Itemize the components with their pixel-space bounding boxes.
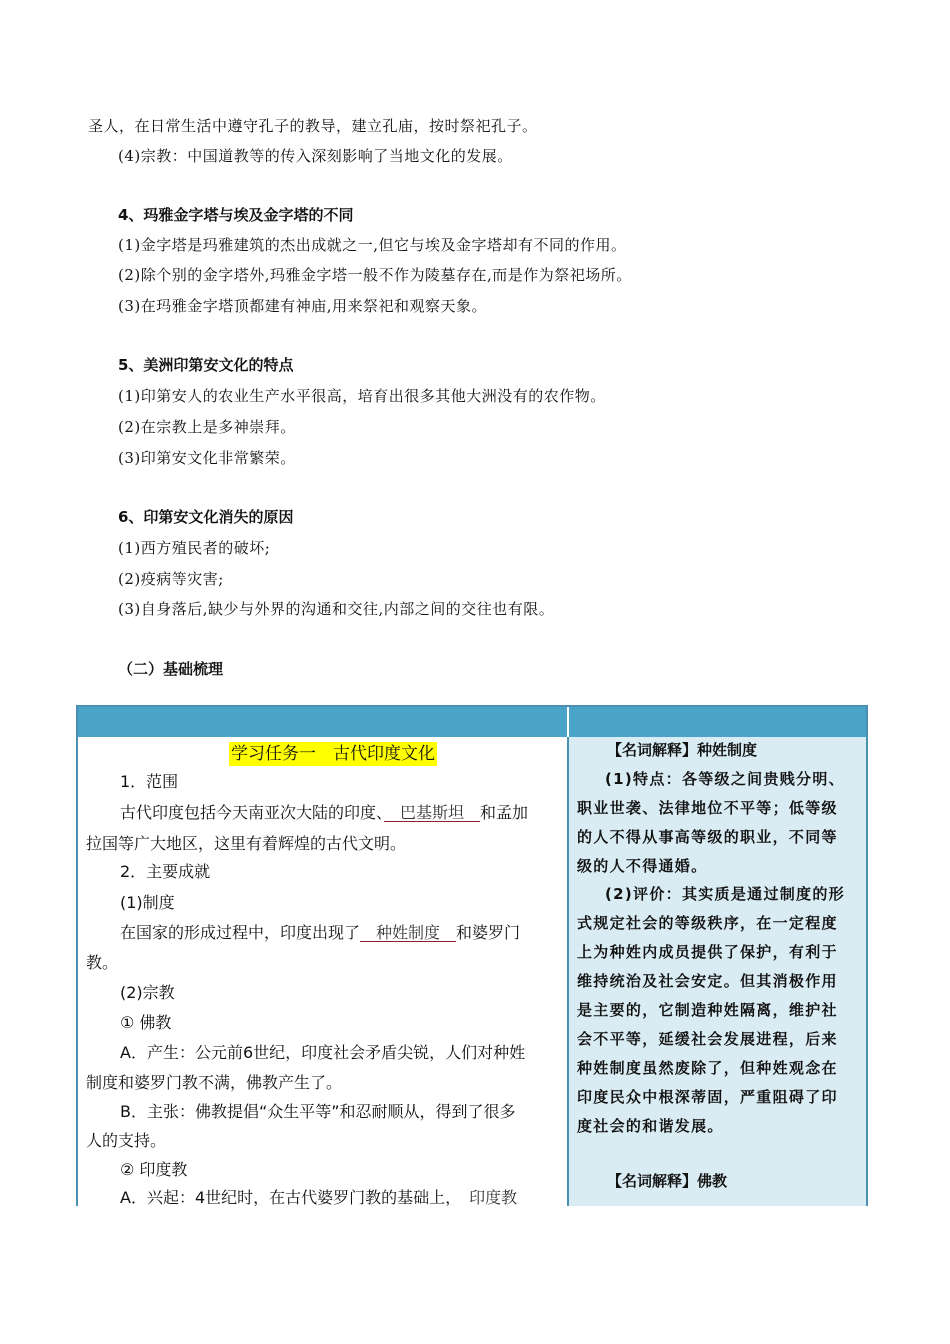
left-line: (2)宗教 (120, 983, 175, 1002)
subheading: （二）基础梳理 (118, 660, 224, 678)
left-line: ② 印度教 (120, 1160, 188, 1179)
study-table (76, 705, 868, 1206)
section-6-heading: 6、印第安文化消失的原因 (118, 508, 294, 526)
left-line: A．兴起：4世纪时，在古代婆罗门教的基础上， 印度教 (120, 1188, 534, 1206)
left-line: 在国家的形成过程中，印度出现了 种姓制度 和婆罗门 (120, 923, 521, 942)
right-line: 是主要的，它制造种姓隔离，维护社 (577, 1001, 838, 1019)
term-heading: 【名词解释】佛教 (607, 1172, 728, 1190)
right-line: 度社会的和谐发展。 (577, 1117, 724, 1135)
section-4-item: (2)除个别的金字塔外,玛雅金字塔一般不作为陵墓存在,而是作为祭祀场所。 (118, 266, 632, 284)
left-line: A．产生：公元前6世纪，印度社会矛盾尖锐，人们对种姓 (120, 1043, 526, 1062)
left-line: 拉国等广大地区，这里有着辉煌的古代文明。 (86, 834, 407, 853)
left-line: 人的支持。 (86, 1131, 167, 1150)
section-6-item: (3)自身落后,缺少与外界的沟通和交往,内部之间的交往也有限。 (118, 600, 555, 618)
right-line: 职业世袭、法律地位不平等；低等级 (577, 799, 838, 817)
right-line: 的人不得从事高等级的职业，不同等 (577, 828, 838, 846)
text-line: (4)宗教：中国道教等的传入深刻影响了当地文化的发展。 (118, 147, 513, 165)
left-line: 2．主要成就 (120, 862, 211, 881)
left-line: 古代印度包括今天南亚次大陆的印度、 巴基斯坦 和孟加 (120, 803, 529, 822)
section-6-item: (2)疫病等灾害; (118, 570, 224, 588)
right-line: 上为种姓内成员提供了保护，有利于 (577, 943, 838, 961)
right-line: 会不平等，延缓社会发展进程，后来 (577, 1030, 838, 1048)
left-line: ① 佛教 (120, 1013, 172, 1032)
right-line: 级的人不得通婚。 (577, 857, 708, 875)
right-line: 种姓制度虽然废除了，但种姓观念在 (577, 1059, 838, 1077)
right-line: (1)特点：各等级之间贵贱分明、 (605, 770, 845, 788)
term-heading: 【名词解释】种姓制度 (607, 741, 758, 759)
text-line: 圣人，在日常生活中遵守孔子的教导，建立孔庙，按时祭祀孔子。 (88, 117, 538, 135)
right-line: 印度民众中根深蒂固，严重阻碍了印 (577, 1088, 838, 1106)
right-line: (2)评价：其实质是通过制度的形 (605, 885, 845, 903)
section-4-item: (3)在玛雅金字塔顶都建有神庙,用来祭祀和观察天象。 (118, 297, 488, 315)
table-header-divider (567, 707, 569, 737)
left-line: 制度和婆罗门教不满，佛教产生了。 (86, 1073, 343, 1092)
table-header-bar (78, 707, 866, 737)
section-5-item: (2)在宗教上是多神崇拜。 (118, 418, 296, 436)
right-line: 维持统治及社会安定。但其消极作用 (577, 972, 838, 990)
answer-blank: 种姓制度 (360, 923, 457, 942)
section-5-heading: 5、美洲印第安文化的特点 (118, 356, 294, 374)
section-6-item: (1)西方殖民者的破坏; (118, 539, 271, 557)
left-line: 教。 (86, 953, 119, 972)
answer-blank: 巴基斯坦 (384, 803, 481, 822)
right-column (569, 737, 866, 1206)
section-5-item: (3)印第安文化非常繁荣。 (118, 449, 296, 467)
left-line: 1．范围 (120, 772, 179, 791)
left-line: B．主张：佛教提倡“众生平等”和忍耐顺从，得到了很多 (120, 1102, 516, 1121)
section-4-heading: 4、玛雅金字塔与埃及金字塔的不同 (118, 206, 354, 224)
left-line: (1)制度 (120, 893, 175, 912)
section-4-item: (1)金字塔是玛雅建筑的杰出成就之一,但它与埃及金字塔却有不同的作用。 (118, 236, 627, 254)
answer-blank: 印度教 (453, 1188, 534, 1206)
right-line: 式规定社会的等级秩序，在一定程度 (577, 914, 838, 932)
left-column (78, 737, 567, 1206)
section-5-item: (1)印第安人的农业生产水平很高，培育出很多其他大洲没有的农作物。 (118, 387, 606, 405)
task-title: 学习任务一 古代印度文化 (231, 744, 435, 764)
